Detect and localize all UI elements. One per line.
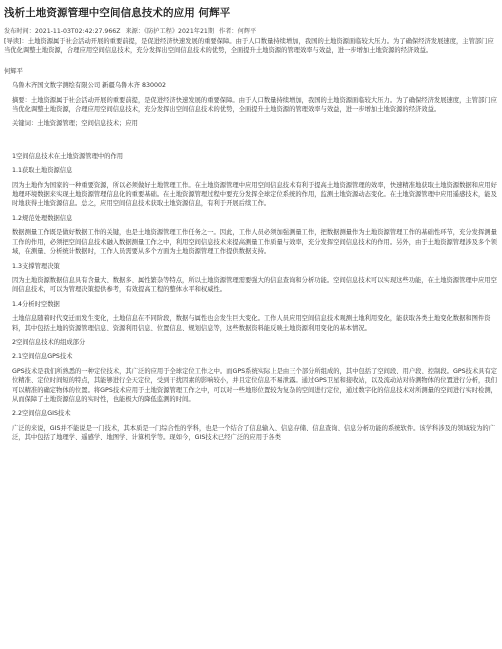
abstract: 摘要：土地资源属于社会活动开展的重要前提，是促进经济快速发展的重要保障。由于人口数量持续增加，我国的土地资源面临较大压力。为了确保经济发展速度，主管部门应当优化调整土地资源，合理应用空间信息技术，充分发挥出空间信息技术的优势，全面提升土地资源的管理效率与效益，进一步增加土地资源的经济效益。 xyxy=(12,96,497,114)
section-heading-1-4: 1.4分析时空数据 xyxy=(12,300,60,308)
paragraph-2-1: GPS技术是我们所熟悉的一种定位技术，其广泛的应用于全球定位工作之中。而GPS系统实际上是由三个部分所组成的，其中包括了空间段、用户段、控制段。GPS技术具有定位精准、定位时间短的特点，其能够进行全天定位，受到干扰因素的影响较小，并且定位信息不易泄露。通过GPS卫星和接收站，以及流动站对待测物体的位置进行分析，我们可以精准的确定物体的位置。将GPS技术应用于土地资源管理工作之中，可以对一些地形位置较为复杂的空间进行定位，通过数字化的信息技术对所测量的空间进行实时检测，从而保障了土地资源信息的实时性，也能极大的降低监测的时间。 xyxy=(12,367,498,403)
article-source: 来源：《防护工程》2021年21期 xyxy=(125,28,215,35)
section-heading-2: 2空间信息技术的组成部分 xyxy=(12,338,86,346)
author-affiliation: 乌鲁木齐国文数字测绘有限公司 新疆乌鲁木齐 830002 xyxy=(12,82,166,90)
paragraph-1-3: 因为土地资源数据信息具有含量大、数据多、属性繁杂等特点，所以土地资源管理需要强大的信息查询和分析功能。空间信息技术可以实现这些功能，在土地资源管理中应用空间信息技术，可以为管理决策提供参考，有效提高工程的整体水平和权威性。 xyxy=(12,276,497,294)
article-author: 作者：何辉平 xyxy=(219,28,257,35)
section-heading-2-1: 2.1空间信息GPS技术 xyxy=(12,353,73,361)
paragraph-1-1: 因为土地作为国家的一种重要资源，所以必须做好土地管理工作。在土地资源管理中应用空间信息技术有利于提高土地资源管理的效率，快速精准地获取土地资源数据和应用好地理环境数据来实现土地资源管理信息化的重要基础。在土地资源管理过程中要充分发挥全球定位系统的作用，监测土地资源动态变化。在土地资源管理中应用遥感技术，能及时地获得土地资源信息。总之，应用空间信息技术获取土地资源信息，有利于开展后续工作。 xyxy=(12,181,497,208)
publish-time: 发布时间：2021-11-03T02:42:27.966Z xyxy=(4,28,121,35)
spacer xyxy=(4,129,498,147)
article-meta xyxy=(4,27,498,36)
section-heading-1-1: 1.1获取土地资源信息 xyxy=(12,167,73,175)
section-heading-1: 1空间信息技术在土地资源管理中的作用 xyxy=(12,152,124,160)
section-heading-1-2: 1.2规范处理数据信息 xyxy=(12,214,73,222)
section-heading-2-2: 2.2空间信息GIS技术 xyxy=(12,410,71,418)
keywords: 关键词：土地资源管理；空间信息技术；应用 xyxy=(12,120,138,128)
author-name: 何辉平 xyxy=(4,67,23,75)
section-heading-1-3: 1.3支撑管理决策 xyxy=(12,262,60,270)
article-title: 浅析土地资源管理中空间信息技术的应用 何辉平 xyxy=(4,7,231,19)
paragraph-2-2: 广泛的来说，GIS并不能说是一门技术，其本质是一门综合性的学科，也是一个结合了信息输入、信息存储、信息查询、信息分析功能的系统软件。该学科涉及的领域较为的广泛，其中包括了地理学、遥感学、地图学、计算机学等。现如今，GIS技术已经广泛的应用于各类 xyxy=(12,424,495,442)
paragraph-1-2: 数据测量工作既是做好数据工作的关键，也是土地资源管理工作任务之一。因此，工作人员必须加强测量工作，把数据测量作为土地资源管理工作的基础性环节，充分发挥测量工作的作用，必须把空间信息技术融入数据测量工作之中，利用空间信息技术来提高测量工作质量与效率，充分发挥空间信息技术的作用。另外，由于土地资源管理涉及多个领域，在测量、分析统计数据时，工作人员需要从多个方面为土地资源管理工作提供数据支持。 xyxy=(12,229,497,256)
article-guide: [导读]：土地资源属于社会活动开展的重要前提，是促进经济快速发展的重要保障。由于人口数量持续增加，我国的土地资源面临较大压力。为了确保经济发展速度，主管部门应当优化调整土地资源，合理应用空间信息技术，充分发挥出空间信息技术的优势，全面提升土地资源的管理效率与效益，进一步增加土地资源的经济效益。 xyxy=(4,38,494,55)
paragraph-1-4: 土地信息随着时代变迁而发生变化，土地信息在不同阶段，数据与属性也会发生巨大变化。工作人员应用空间信息技术观测土地利用变化，能获取各类土地变化数据和图件资料，其中包括土地的资源管理信息、资源利用信息、位置信息、规划信息等，这些数据资料能反映土地资源利用变化的基本情况。 xyxy=(12,315,491,332)
